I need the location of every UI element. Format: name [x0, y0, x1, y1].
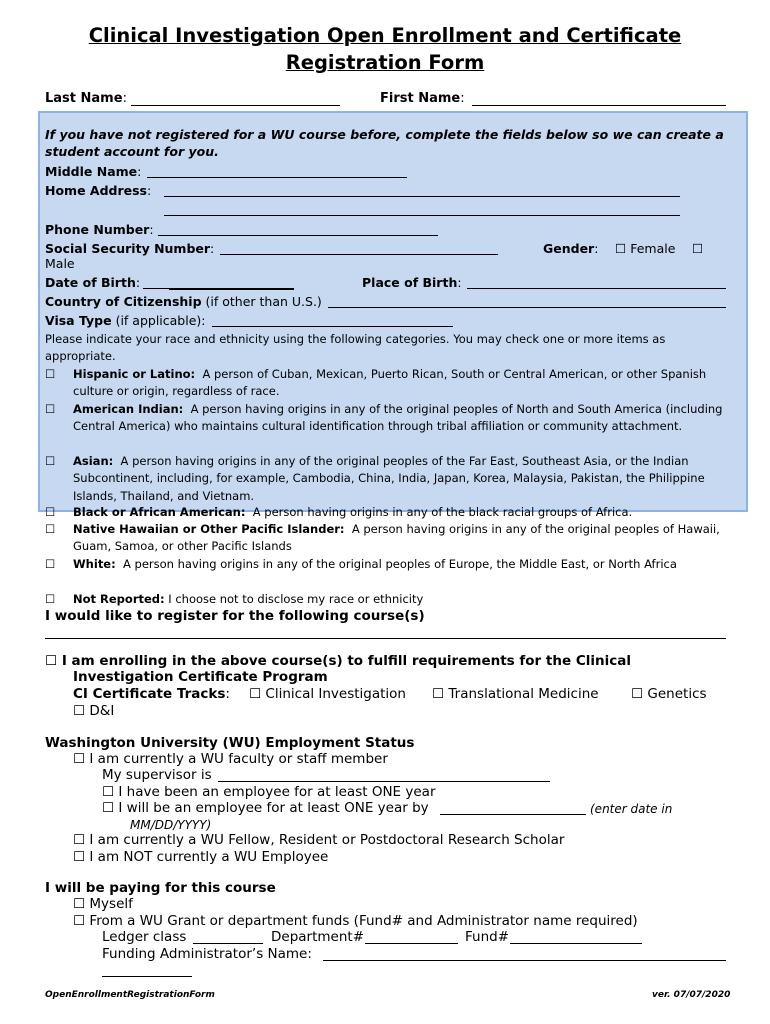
supervisor-field[interactable] — [218, 781, 550, 782]
checkbox-icon[interactable]: ☐ — [615, 241, 627, 256]
employee-one-year-option[interactable]: ☐ I have been an employee for at least ONE year — [102, 784, 436, 800]
checkbox-icon[interactable]: ☐ — [45, 402, 56, 416]
race-item-hispanic: ☐ Hispanic or Latino: A person of Cuban, Mexican, Puerto Rican, South or Central American, or other Spanish culture or origin, regardless of race. — [45, 367, 707, 399]
fund-label: Fund# — [465, 929, 510, 945]
race-item-not-reported: ☐ Not Reported: I choose not to disclose my race or ethnicity — [45, 591, 725, 608]
home-address-field-2[interactable] — [164, 215, 680, 216]
footer-form-name: OpenEnrollmentRegistrationForm — [45, 990, 215, 1000]
department-field[interactable] — [365, 943, 458, 944]
race-item-black: ☐ Black or African American: A person having origins in any of the black racial groups of Africa. — [45, 504, 725, 521]
admin-field-continuation[interactable] — [102, 976, 192, 977]
track-translational-medicine[interactable]: ☐ Translational Medicine — [432, 686, 599, 702]
checkbox-icon[interactable]: ☐ — [432, 686, 445, 702]
last-name-label: Last Name: — [45, 91, 127, 106]
place-of-birth-field[interactable] — [467, 288, 726, 289]
date-hint-2: MM/DD/YYYY) — [130, 818, 212, 832]
courses-heading: I would like to register for the following course(s) — [45, 608, 425, 624]
checkbox-icon[interactable]: ☐ — [45, 505, 56, 519]
race-item-white: ☐ White: A person having origins in any of the original peoples of Europe, the Middle East, or North Africa — [45, 556, 725, 573]
checkbox-icon[interactable]: ☐ — [73, 832, 86, 848]
citizenship-label: Country of Citizenship (if other than U.S.) — [45, 294, 322, 309]
home-address-label: Home Address: — [45, 183, 152, 198]
gender-male-checkbox[interactable]: ☐ — [692, 241, 704, 256]
ci-tracks-row: CI Certificate Tracks: — [73, 686, 230, 702]
new-student-section — [38, 111, 748, 512]
dob-field[interactable] — [169, 288, 294, 290]
certificate-statement-line2: Investigation Certificate Program — [73, 669, 328, 685]
dob-field-prefix[interactable] — [143, 288, 169, 289]
will-be-employee-option[interactable]: ☐ I will be an employee for at least ONE year by — [102, 800, 429, 816]
not-employee-option[interactable]: ☐ I am NOT currently a WU Employee — [73, 849, 329, 865]
phone-number-label: Phone Number: — [45, 222, 154, 237]
place-of-birth-label: Place of Birth: — [362, 275, 462, 290]
first-name-field[interactable] — [472, 105, 726, 106]
checkbox-icon[interactable]: ☐ — [73, 751, 86, 767]
checkbox-icon[interactable]: ☐ — [102, 800, 115, 816]
checkbox-icon[interactable]: ☐ — [102, 784, 115, 800]
middle-name-label: Middle Name: — [45, 164, 142, 179]
phone-number-field[interactable] — [158, 235, 438, 236]
checkbox-icon[interactable]: ☐ — [631, 686, 644, 702]
race-intro: Please indicate your race and ethnicity using the following categories. You may check one or more items as appropriate. — [45, 332, 666, 364]
certificate-statement: ☐ I am enrolling in the above course(s) to fulfill requirements for the Clinical — [45, 653, 631, 669]
ledger-label: Ledger class — [102, 929, 187, 945]
ledger-field[interactable] — [193, 943, 263, 944]
payment-heading: I will be paying for this course — [45, 880, 276, 896]
checkbox-icon[interactable]: ☐ — [45, 522, 56, 536]
ssn-label: Social Security Number: — [45, 241, 215, 256]
employment-date-field[interactable] — [440, 814, 586, 815]
middle-name-field[interactable] — [147, 177, 407, 178]
track-clinical-investigation[interactable]: ☐ Clinical Investigation — [249, 686, 406, 702]
checkbox-icon[interactable]: ☐ — [73, 896, 86, 912]
pay-myself-option[interactable]: ☐ Myself — [73, 896, 133, 912]
checkbox-icon[interactable]: ☐ — [45, 367, 56, 381]
checkbox-icon[interactable]: ☐ — [45, 454, 56, 468]
citizenship-field[interactable] — [328, 307, 726, 308]
admin-field[interactable] — [323, 960, 726, 961]
date-hint-1: (enter date in — [590, 802, 673, 816]
checkbox-icon[interactable]: ☐ — [45, 653, 58, 669]
checkbox-icon[interactable]: ☐ — [73, 849, 86, 865]
form-title-line2: Registration Form — [285, 51, 485, 74]
gender-female-option[interactable]: ☐ Female — [615, 241, 676, 256]
visa-field[interactable] — [212, 326, 453, 327]
home-address-field-1[interactable] — [164, 196, 680, 197]
fellow-option[interactable]: ☐ I am currently a WU Fellow, Resident or Postdoctoral Research Scholar — [73, 832, 565, 848]
last-name-field[interactable] — [131, 105, 340, 106]
employment-faculty-option[interactable]: ☐ I am currently a WU faculty or staff member — [73, 751, 388, 767]
fund-field[interactable] — [510, 943, 642, 944]
gender-male-label: Male — [45, 256, 75, 271]
pay-grant-option[interactable]: ☐ From a WU Grant or department funds (Fund# and Administrator name required) — [73, 913, 638, 929]
new-student-note: If you have not registered for a WU course before, complete the fields below so we can create a student account for you. — [45, 127, 724, 159]
footer-version: ver. 07/07/2020 — [652, 990, 731, 1000]
checkbox-icon[interactable]: ☐ — [45, 557, 56, 571]
checkbox-icon[interactable]: ☐ — [45, 592, 56, 606]
visa-label: Visa Type (if applicable): — [45, 313, 206, 328]
admin-label: Funding Administrator’s Name: — [102, 946, 312, 962]
track-genetics[interactable]: ☐ Genetics — [631, 686, 707, 702]
checkbox-icon[interactable]: ☐ — [73, 913, 86, 929]
supervisor-label: My supervisor is — [102, 767, 212, 783]
race-item-american-indian: ☐ American Indian: A person having origins in any of the original peoples of North and South America (including Central America) who maintains cultural identification through tribal affiliation or community attachment. — [45, 402, 723, 434]
gender-label: Gender: — [543, 241, 599, 256]
employment-heading: Washington University (WU) Employment Status — [45, 735, 415, 751]
track-d-and-i[interactable]: ☐ D&I — [73, 703, 115, 719]
form-title-line1: Clinical Investigation Open Enrollment and Certificate — [88, 24, 682, 47]
department-label: Department# — [271, 929, 365, 945]
first-name-label: First Name: — [380, 91, 465, 106]
dob-label: Date of Birth: — [45, 275, 141, 290]
courses-field[interactable] — [45, 638, 726, 639]
checkbox-icon[interactable]: ☐ — [73, 703, 86, 719]
ssn-field[interactable] — [220, 254, 498, 255]
race-item-pacific-islander: ☐ Native Hawaiian or Other Pacific Islander: A person having origins in any of the original peoples of Hawaii, Guam, Samoa, or other Pacific Islands — [45, 522, 720, 554]
checkbox-icon[interactable]: ☐ — [249, 686, 262, 702]
race-item-asian: ☐ Asian: A person having origins in any of the original peoples of the Far East, Southeast Asia, or the Indian Subcontinent, including, for example, Cambodia, China, India, Japan, Korea, Malaysia, Pakistan, the Philippine Islands, Thailand, and Vietnam. — [45, 454, 705, 503]
